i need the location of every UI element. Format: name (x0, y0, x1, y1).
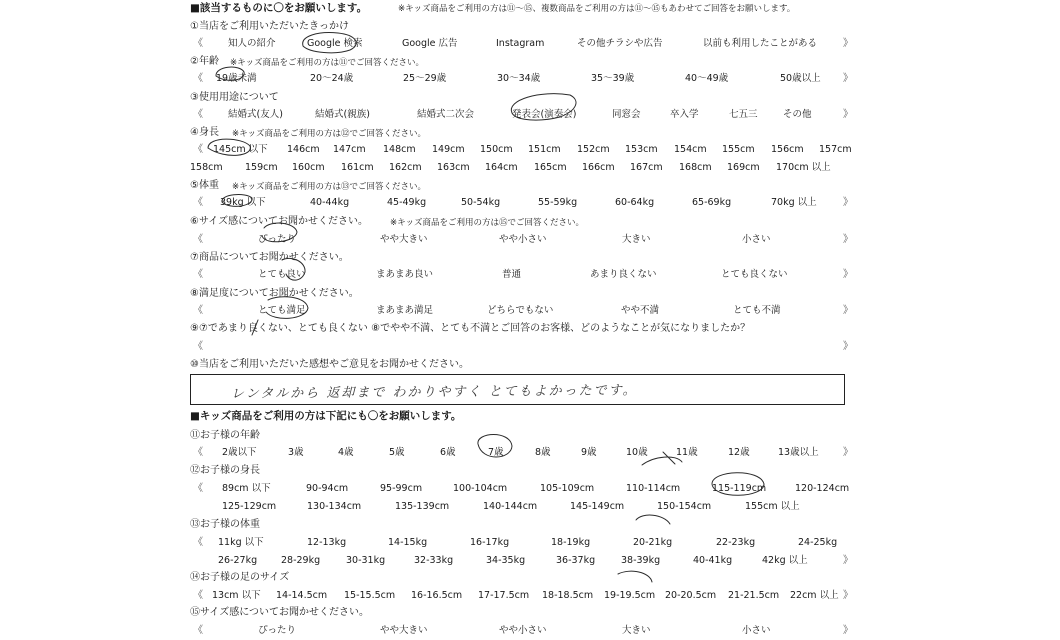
q13-option[interactable]: 14-15kg (388, 537, 428, 548)
q4-option[interactable]: 148cm (383, 144, 416, 155)
q13-option[interactable]: 18-19kg (551, 537, 591, 548)
q15-label: ⑮サイズ感についてお聞かせください。 (190, 607, 369, 618)
q13-option[interactable]: 24-25kg (798, 537, 838, 548)
bracket-close: 》 (843, 305, 853, 316)
q13-option[interactable]: 32-33kg (414, 555, 454, 566)
kids-section-header: ■キッズ商品をご利用の方は下記にも〇をお願いします。 (190, 410, 462, 422)
bracket-open: 《 (193, 197, 203, 208)
bracket-close: 》 (843, 625, 853, 636)
q14-option[interactable]: 22cm 以上 (790, 590, 839, 601)
q12-option[interactable]: 135-139cm (395, 501, 450, 512)
q4-option[interactable]: 154cm (674, 144, 707, 155)
bracket-open: 《 (193, 234, 203, 245)
q12-option[interactable]: 120-124cm (795, 483, 850, 494)
q11-option[interactable]: 12歳 (728, 447, 750, 458)
bracket-close: 》 (843, 38, 853, 49)
q6-option[interactable]: 小さい (742, 234, 771, 245)
q13-option[interactable]: 30-31kg (346, 555, 386, 566)
q4-note: ※キッズ商品をご利用の方は⑫でご回答ください。 (232, 129, 426, 139)
q12-option[interactable]: 105-109cm (540, 483, 595, 494)
bracket-close: 》 (843, 447, 853, 458)
q6-option[interactable]: ぴったり (258, 234, 297, 245)
q1-label: ①当店をご利用いただいたきっかけ (190, 21, 349, 32)
q13-option[interactable]: 38-39kg (621, 555, 661, 566)
q4-option[interactable]: 151cm (528, 144, 561, 155)
q15-option[interactable]: 小さい (742, 625, 771, 636)
bracket-close: 》 (843, 590, 853, 601)
header-note: ※キッズ商品をご利用の方は⑪～⑮、複数商品をご利用の方は⑪～⑮もあわせてご回答をお願いします。 (398, 4, 796, 14)
q11-option[interactable]: 4歳 (338, 447, 354, 458)
q6-option[interactable]: 大きい (622, 234, 651, 245)
q1-option[interactable]: 以前も利用したことがある (703, 38, 818, 49)
q4-option[interactable]: 145cm 以下 (213, 144, 268, 155)
q13-option[interactable]: 42kg 以上 (762, 555, 808, 566)
q12-option[interactable]: 140-144cm (483, 501, 538, 512)
q5-note: ※キッズ商品をご利用の方は⑬でご回答ください。 (232, 182, 426, 192)
q4-option[interactable]: 160cm (292, 162, 325, 173)
q4-option[interactable]: 168cm (679, 162, 712, 173)
bracket-open: 《 (193, 73, 203, 84)
q2-option[interactable]: 25～29歳 (403, 73, 447, 84)
bracket-open: 《 (193, 537, 203, 548)
bracket-close: 》 (843, 555, 853, 566)
q7-option[interactable]: まあまあ良い (376, 269, 434, 280)
q12-option[interactable]: 130-134cm (307, 501, 362, 512)
bracket-open: 《 (193, 341, 203, 352)
bracket-open: 《 (193, 144, 203, 155)
q8-option[interactable]: まあまあ満足 (376, 305, 434, 316)
q12-option[interactable]: 110-114cm (626, 483, 681, 494)
q14-option[interactable]: 13cm 以下 (212, 590, 261, 601)
q15-option[interactable]: やや小さい (499, 625, 547, 636)
q11-option[interactable]: 7歳 (488, 447, 504, 458)
q4-option[interactable]: 149cm (432, 144, 465, 155)
q2-option[interactable]: 19歳未満 (216, 73, 257, 84)
q2-option[interactable]: 35～39歳 (591, 73, 635, 84)
section-header: ■該当するものに〇をお願いします。 (190, 2, 368, 14)
bracket-open: 《 (193, 38, 203, 49)
q8-option[interactable]: やや不満 (621, 305, 660, 316)
q11-option[interactable]: 10歳 (626, 447, 648, 458)
q4-option[interactable]: 146cm (287, 144, 320, 155)
q4-option[interactable]: 157cm (819, 144, 852, 155)
q5-option[interactable]: 39kg 以下 (220, 197, 266, 208)
comment-box[interactable] (190, 374, 845, 405)
q6-option[interactable]: やや大きい (380, 234, 428, 245)
q3-option[interactable]: その他 (783, 109, 812, 120)
q4-option[interactable]: 152cm (577, 144, 610, 155)
q1-option[interactable]: 知人の紹介 (228, 38, 276, 49)
q13-option[interactable]: 28-29kg (281, 555, 321, 566)
q8-option[interactable]: とても不満 (733, 305, 781, 316)
q5-option[interactable]: 70kg 以上 (771, 197, 817, 208)
q12-option[interactable]: 150-154cm (657, 501, 712, 512)
q12-option[interactable]: 90-94cm (306, 483, 349, 494)
q4-option[interactable]: 162cm (389, 162, 422, 173)
q12-option[interactable]: 155cm 以上 (745, 501, 800, 512)
q3-option[interactable]: 結婚式(親族) (315, 109, 370, 120)
q12-option[interactable]: 125-129cm (222, 501, 277, 512)
bracket-open: 《 (193, 625, 203, 636)
q3-label: ③使用用途について (190, 92, 279, 103)
q12-option[interactable]: 145-149cm (570, 501, 625, 512)
q11-option[interactable]: 5歳 (389, 447, 405, 458)
q14-label: ⑭お子様の足のサイズ (190, 572, 290, 583)
q4-option[interactable]: 147cm (333, 144, 366, 155)
bracket-close: 》 (843, 234, 853, 245)
q8-label: ⑧満足度についてお聞かせください。 (190, 288, 359, 299)
q3-option[interactable]: 卒入学 (670, 109, 699, 120)
q13-option[interactable]: 26-27kg (218, 555, 258, 566)
q13-option[interactable]: 36-37kg (556, 555, 596, 566)
q4-option[interactable]: 166cm (582, 162, 615, 173)
q2-label: ②年齢 (190, 56, 219, 67)
q5-option[interactable]: 60-64kg (615, 197, 655, 208)
q11-option[interactable]: 8歳 (535, 447, 551, 458)
q1-option[interactable]: Google 検索 (307, 38, 363, 49)
circle-mark (663, 452, 675, 464)
q13-option[interactable]: 22-23kg (716, 537, 756, 548)
q3-option[interactable]: 発表会(演奏会) (512, 109, 577, 120)
q4-option[interactable]: 163cm (437, 162, 470, 173)
q7-option[interactable]: とても良くない (721, 269, 788, 280)
q3-option[interactable]: 同窓会 (612, 109, 641, 120)
q4-option[interactable]: 155cm (722, 144, 755, 155)
q3-option[interactable]: 結婚式(友人) (228, 109, 283, 120)
bracket-open: 《 (193, 483, 203, 494)
q7-option[interactable]: とても良い (258, 269, 306, 280)
q14-option[interactable]: 16-16.5cm (411, 590, 463, 601)
q6-note: ※キッズ商品をご利用の方は⑮でご回答ください。 (390, 218, 584, 228)
q4-option[interactable]: 170cm 以上 (776, 162, 831, 173)
q14-option[interactable]: 17-17.5cm (478, 590, 530, 601)
q11-option[interactable]: 6歳 (440, 447, 456, 458)
q15-option[interactable]: やや大きい (380, 625, 428, 636)
q13-label: ⑬お子様の体重 (190, 519, 260, 530)
bracket-open: 《 (193, 269, 203, 280)
bracket-open: 《 (193, 109, 203, 120)
q14-option[interactable]: 20-20.5cm (665, 590, 717, 601)
bracket-close: 》 (843, 197, 853, 208)
q4-option[interactable]: 150cm (480, 144, 513, 155)
bracket-open: 《 (193, 590, 203, 601)
q13-option[interactable]: 20-21kg (633, 537, 673, 548)
q5-option[interactable]: 50-54kg (461, 197, 501, 208)
q11-option[interactable]: 13歳以上 (778, 447, 819, 458)
q11-option[interactable]: 9歳 (581, 447, 597, 458)
q4-option[interactable]: 161cm (341, 162, 374, 173)
q12-option[interactable]: 115-119cm (712, 483, 767, 494)
q12-option[interactable]: 89cm 以下 (222, 483, 271, 494)
q5-option[interactable]: 55-59kg (538, 197, 578, 208)
q6-label: ⑥サイズ感についてお聞かせください。 (190, 216, 368, 227)
q5-option[interactable]: 40-44kg (310, 197, 350, 208)
circle-mark (618, 571, 652, 582)
q4-option[interactable]: 153cm (625, 144, 658, 155)
handwritten-comment: レンタルから 返却まで わかりやすく とてもよかったです。 (230, 383, 638, 402)
q10-label: ⑩当店をご利用いただいた感想やご意見をお聞かせください。 (190, 359, 469, 370)
bracket-close: 》 (843, 109, 853, 120)
q8-option[interactable]: どちらでもない (487, 305, 554, 316)
bracket-open: 《 (193, 447, 203, 458)
q8-option[interactable]: とても満足 (258, 305, 306, 316)
q7-option[interactable]: あまり良くない (590, 269, 657, 280)
q13-option[interactable]: 40-41kg (693, 555, 733, 566)
q3-option[interactable]: 結婚式二次会 (417, 109, 475, 120)
q2-option[interactable]: 40～49歳 (685, 73, 729, 84)
q5-option[interactable]: 45-49kg (387, 197, 427, 208)
q11-label: ⑪お子様の年齢 (190, 430, 260, 441)
q6-option[interactable]: やや小さい (499, 234, 547, 245)
q4-label: ④身長 (190, 127, 219, 138)
q14-option[interactable]: 15-15.5cm (344, 590, 396, 601)
q12-label: ⑫お子様の身長 (190, 465, 260, 476)
q4-option[interactable]: 167cm (630, 162, 663, 173)
q2-option[interactable]: 30～34歳 (497, 73, 541, 84)
q1-option[interactable]: Instagram (496, 38, 545, 49)
q12-option[interactable]: 100-104cm (453, 483, 508, 494)
q9-label: ⑨⑦であまり良くない、とても良くない ⑧でやや不満、とても不満とご回答のお客様、どのようなことが気になりましたか？ (190, 323, 751, 334)
q4-option[interactable]: 159cm (245, 162, 278, 173)
q12-option[interactable]: 95-99cm (380, 483, 423, 494)
q15-option[interactable]: ぴったり (258, 625, 297, 636)
circle-mark (636, 515, 670, 524)
q14-option[interactable]: 21-21.5cm (728, 590, 780, 601)
bracket-close: 》 (843, 73, 853, 84)
q11-option[interactable]: 11歳 (676, 447, 698, 458)
q5-label: ⑤体重 (190, 180, 219, 191)
q3-option[interactable]: 七五三 (729, 109, 758, 120)
q13-option[interactable]: 12-13kg (307, 537, 347, 548)
q13-option[interactable]: 11kg 以下 (218, 537, 264, 548)
q5-option[interactable]: 65-69kg (692, 197, 732, 208)
q14-option[interactable]: 18-18.5cm (542, 590, 594, 601)
q2-option[interactable]: 20～24歳 (310, 73, 354, 84)
q15-option[interactable]: 大きい (622, 625, 651, 636)
q4-option[interactable]: 156cm (771, 144, 804, 155)
q4-option[interactable]: 165cm (534, 162, 567, 173)
q1-option[interactable]: Google 広告 (402, 38, 458, 49)
bracket-open: 《 (193, 305, 203, 316)
bracket-close: 》 (843, 269, 853, 280)
q1-option[interactable]: その他チラシや広告 (577, 38, 663, 49)
q4-option[interactable]: 164cm (485, 162, 518, 173)
q4-option[interactable]: 169cm (727, 162, 760, 173)
q14-option[interactable]: 19-19.5cm (604, 590, 656, 601)
q13-option[interactable]: 16-17kg (470, 537, 510, 548)
q11-option[interactable]: 2歳以下 (222, 447, 257, 458)
bracket-close: 》 (843, 341, 853, 352)
q2-note: ※キッズ商品をご利用の方は⑪でご回答ください。 (230, 58, 424, 68)
q2-option[interactable]: 50歳以上 (780, 73, 821, 84)
q14-option[interactable]: 14-14.5cm (276, 590, 328, 601)
q7-label: ⑦商品についてお聞かせください。 (190, 252, 349, 263)
q11-option[interactable]: 3歳 (288, 447, 304, 458)
q7-option[interactable]: 普通 (502, 269, 522, 280)
q4-option[interactable]: 158cm (190, 162, 223, 173)
q13-option[interactable]: 34-35kg (486, 555, 526, 566)
